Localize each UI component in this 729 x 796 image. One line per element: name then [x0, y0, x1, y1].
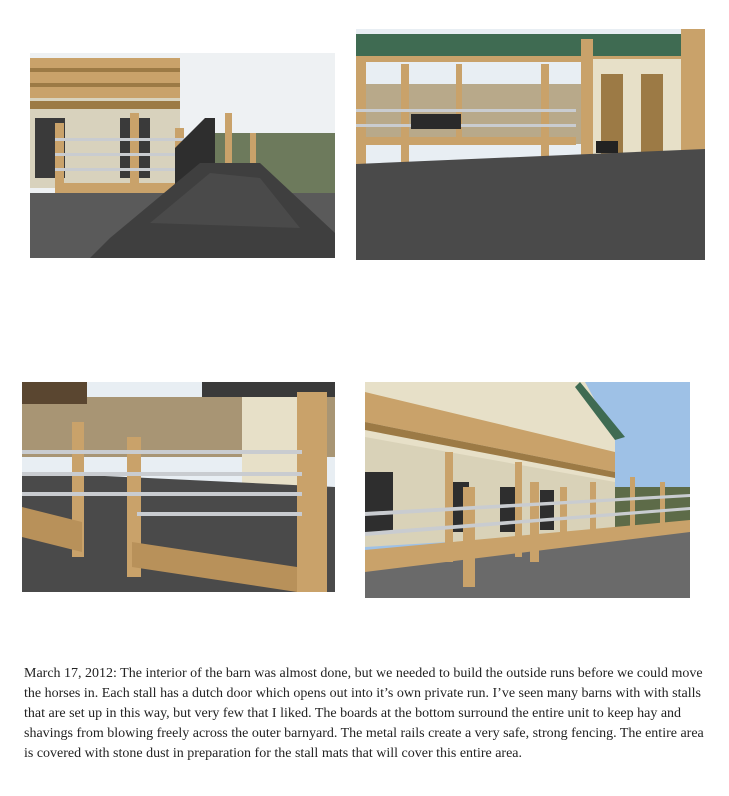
photo-fenced-runs-closeup	[22, 382, 335, 592]
photo-barn-side-with-runs	[365, 382, 690, 598]
photo-stone-dust-pile	[30, 53, 335, 258]
photo-run-under-overhang	[356, 29, 705, 260]
photo-caption: March 17, 2012: The interior of the barn was almost done, but we needed to build the outside runs before we could move the horses in. Each stall has a dutch door which opens out into it’s own private run. I’ve seen many barns with with stalls that are set up in this way, but very few that I liked. The boards at the bottom surround the entire unit to keep hay and shavings from blowing freely across the outer barnyard. The metal rails create a very safe, strong fencing. The entire area is covered with stone dust in preparation for the stall mats that will cover this entire area.	[24, 666, 704, 761]
